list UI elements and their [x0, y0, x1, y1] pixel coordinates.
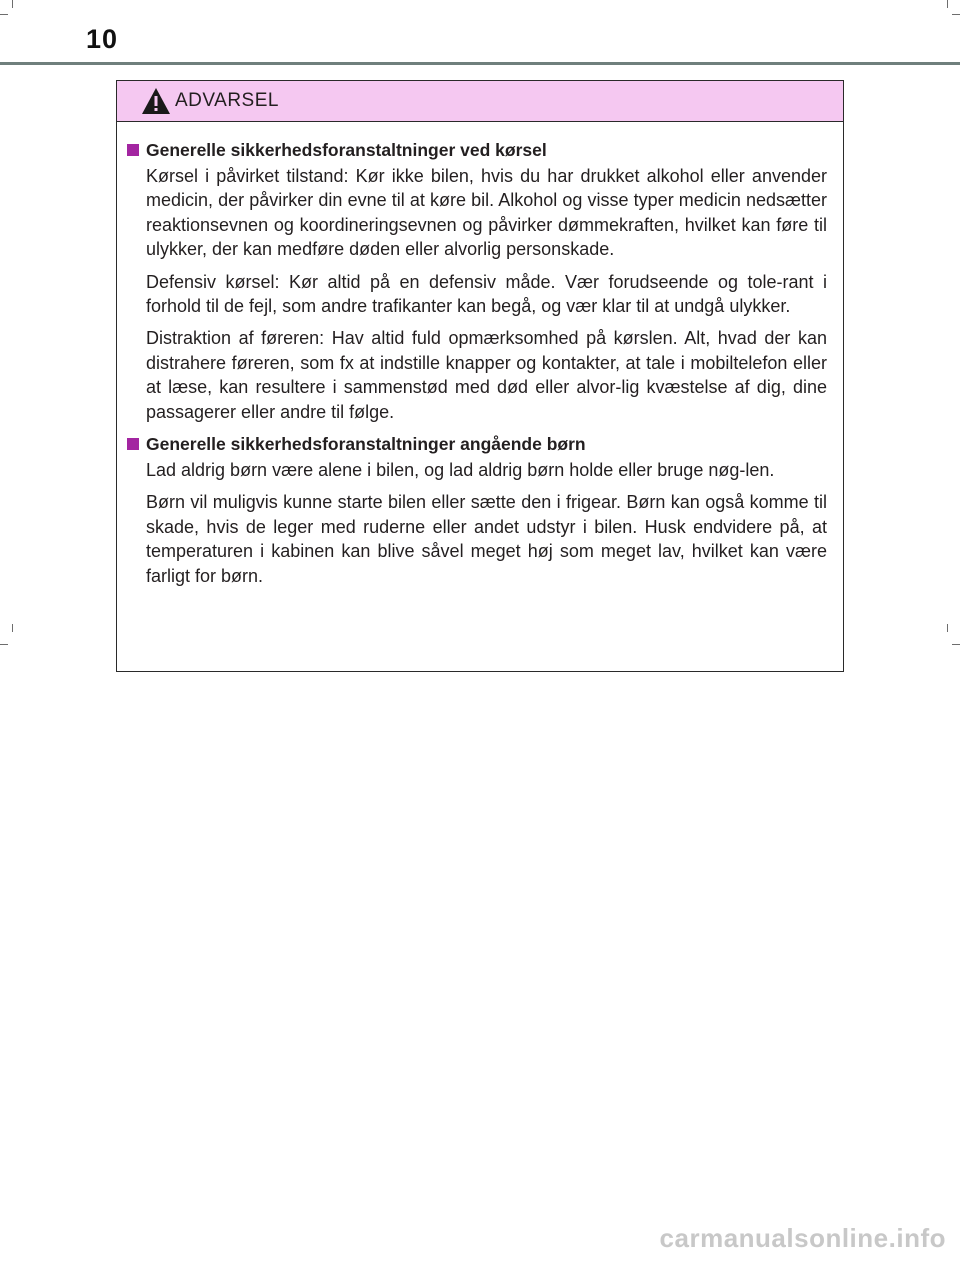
- warning-body: [117, 122, 843, 588]
- warning-section: [125, 138, 827, 424]
- warning-header: [117, 81, 843, 122]
- section-heading: [125, 432, 827, 456]
- crop-mark: [12, 624, 13, 632]
- paragraph: Kørsel i påvirket tilstand: Kør ikke bilen, hvis du har drukket alkohol eller anvender medicin, der påvirker din evne til at køre bil. Alkohol og visse typer medicin nedsætter reaktionsevnen og koordineringsevnen og påvirker dømmekraften, hvilket kan føre til ulykker, der kan medføre døden eller alvorlig personskade.: [146, 166, 827, 260]
- crop-mark: [0, 644, 8, 645]
- warning-box: [116, 80, 844, 672]
- paragraph: Lad aldrig børn være alene i bilen, og lad aldrig børn holde eller bruge nøg-len.: [146, 460, 775, 481]
- section-heading: [125, 138, 827, 162]
- section-heading-text: Generelle sikkerhedsforanstaltninger angående børn: [146, 434, 586, 455]
- crop-mark: [947, 624, 948, 632]
- warning-triangle-icon: [141, 87, 171, 115]
- section-heading-text: Generelle sikkerhedsforanstaltninger ved kørsel: [146, 140, 547, 160]
- square-bullet-icon: [127, 144, 139, 156]
- paragraph: Distraktion af føreren: Hav altid fuld opmærksomhed på kørslen. Alt, hvad der kan distrahere føreren, som fx at indstille knapper og kontakter, at tale i mobiltelefon eller at læse, kan resultere i sammenstød med død eller alvor-lig kvæstelse af dig, dine passagerer eller andre til følge.: [146, 328, 827, 422]
- crop-mark: [12, 0, 13, 8]
- warning-section: [125, 432, 827, 588]
- crop-mark: [952, 14, 960, 15]
- crop-mark: [952, 644, 960, 645]
- warning-title: ADVARSEL: [175, 90, 279, 111]
- watermark: carmanualsonline.info: [659, 1223, 946, 1253]
- paragraph: Børn vil muligvis kunne starte bilen eller sætte den i frigear. Børn kan også komme til skade, hvis de leger med ruderne eller andet udstyr i bilen. Husk endvidere på, at temperaturen i kabinen kan blive såvel meget høj som meget lav, hvilket kan være farligt for børn.: [146, 492, 827, 586]
- paragraph: Defensiv kørsel: Kør altid på en defensiv måde. Vær forudseende og tole-rant i forhold til de fejl, som andre trafikanter kan begå, og vær klar til at undgå ulykker.: [146, 271, 827, 317]
- crop-mark: [0, 14, 8, 15]
- square-bullet-icon: [127, 438, 139, 450]
- header-rule: [0, 62, 960, 65]
- page-number: 10: [86, 24, 119, 54]
- crop-mark: [947, 0, 948, 8]
